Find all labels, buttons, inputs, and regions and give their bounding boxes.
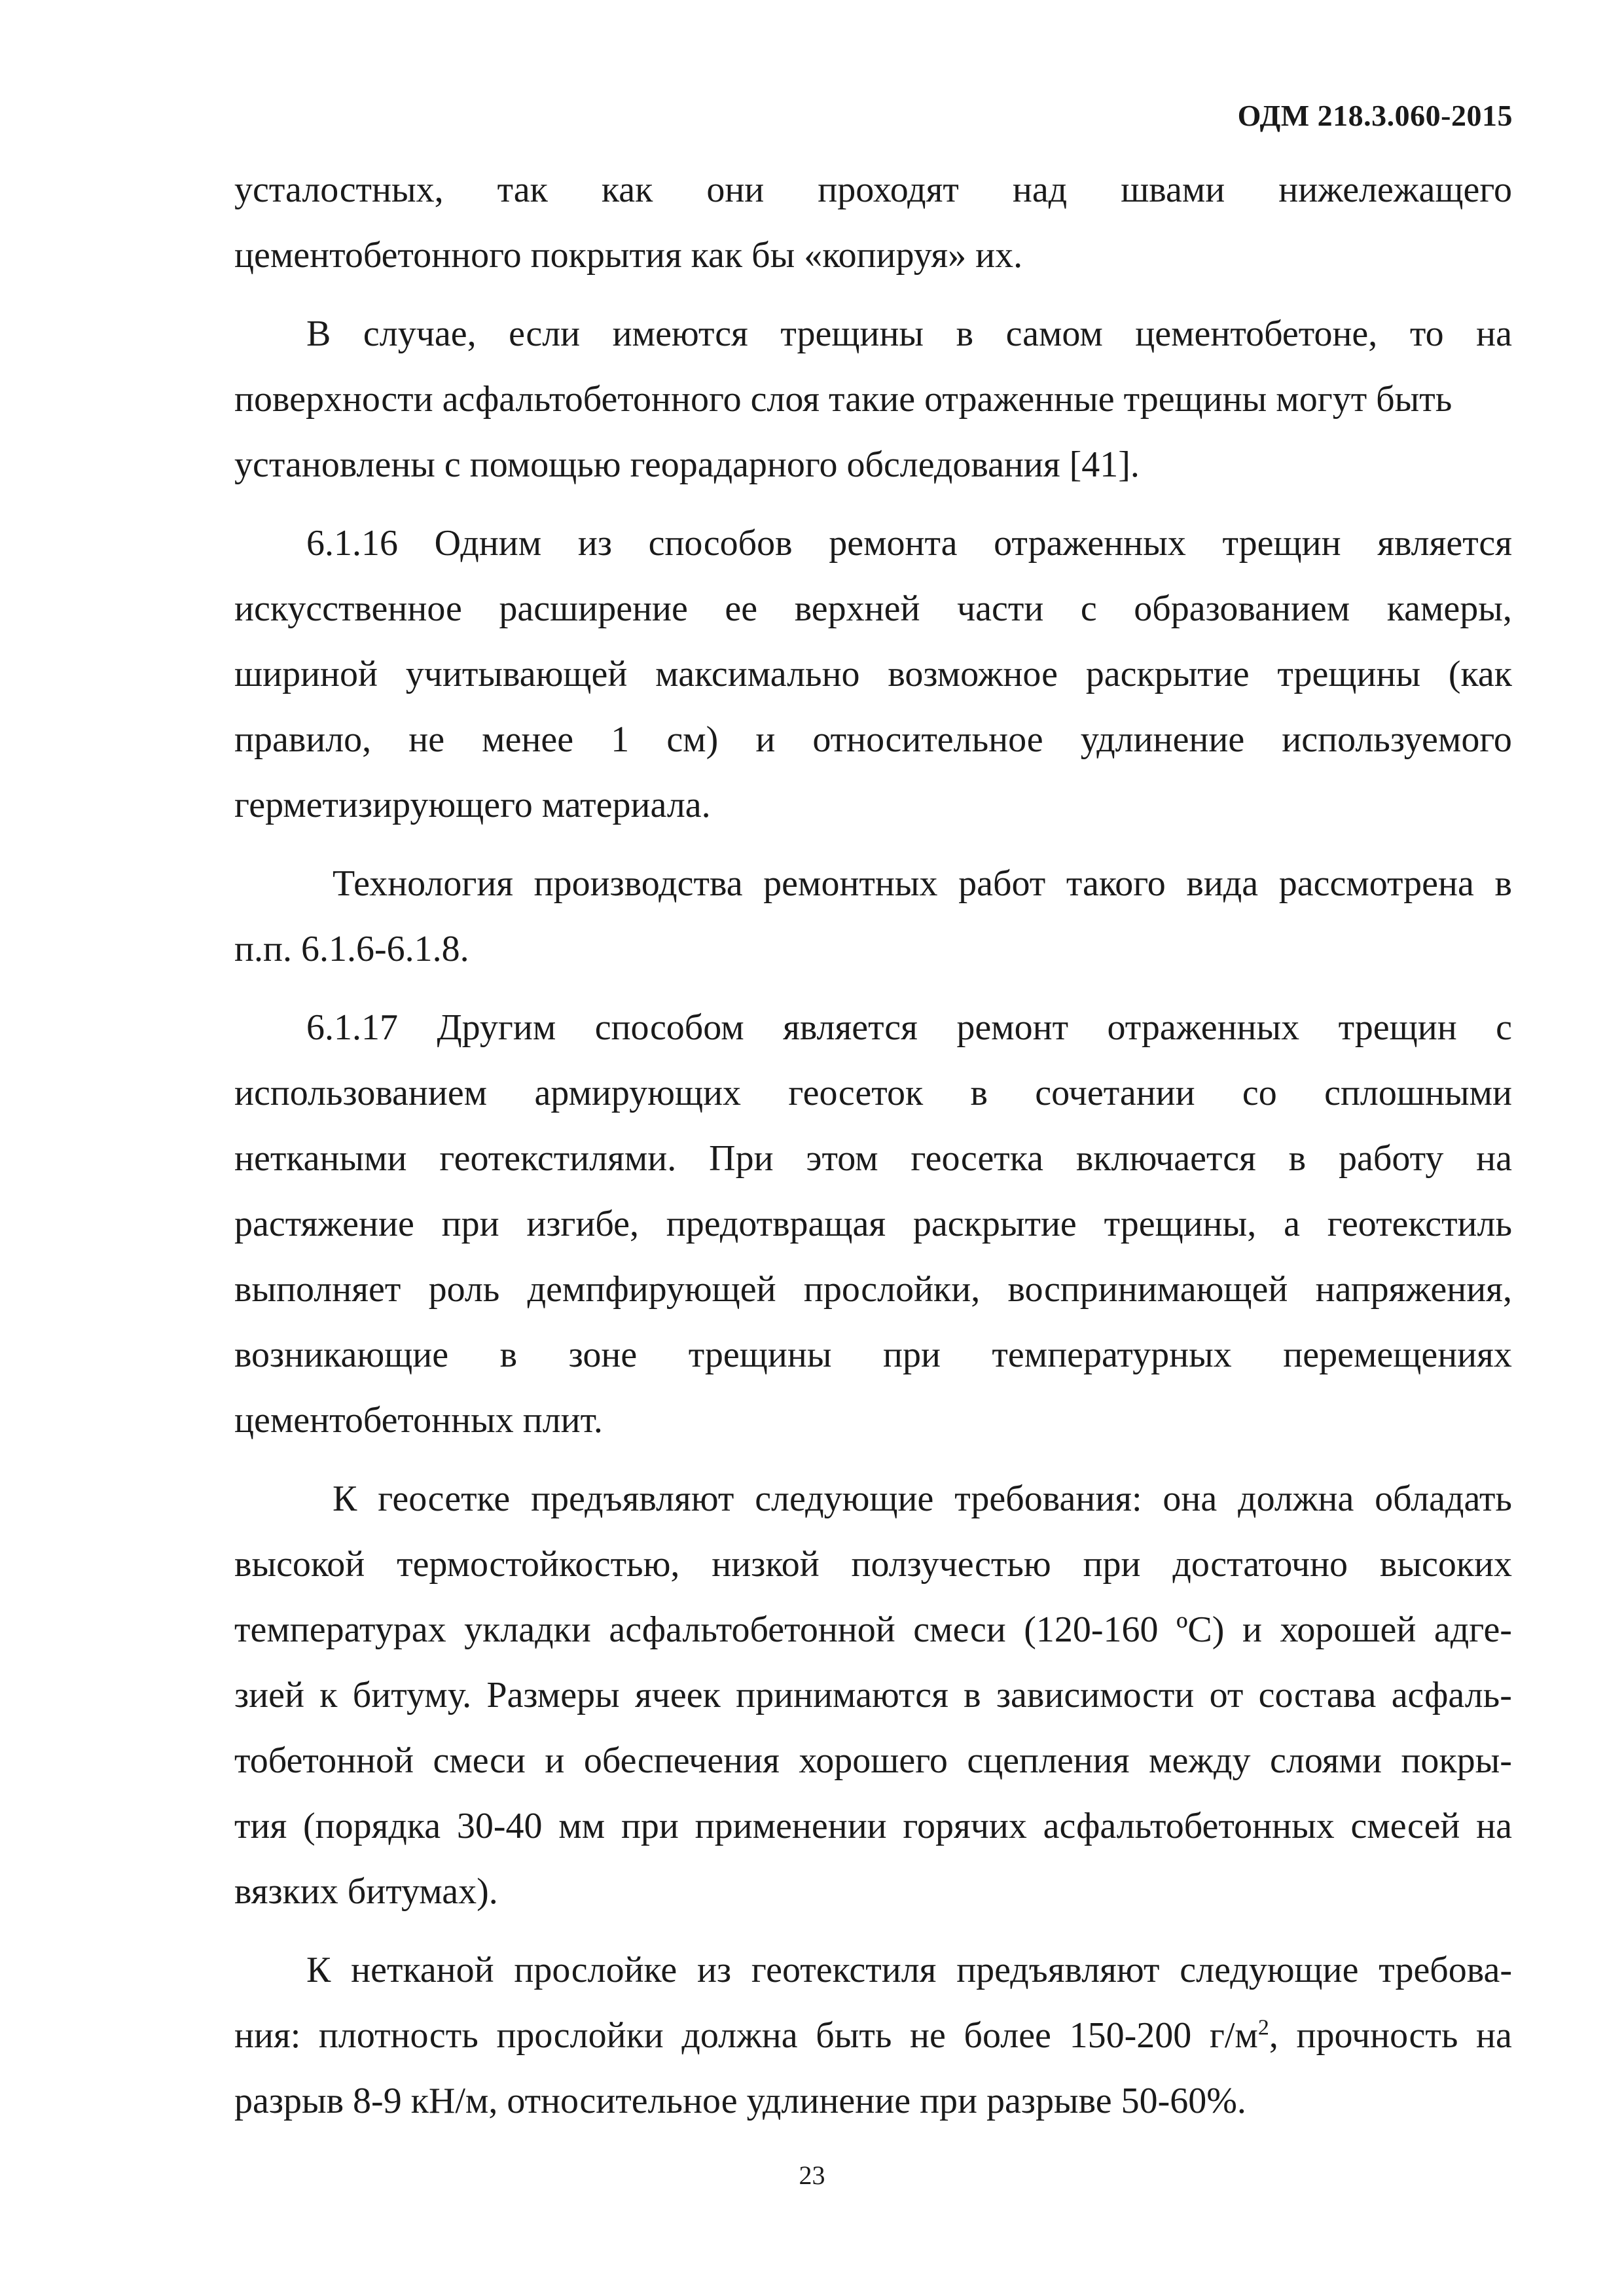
text-line: высокой термостойкостью, низкой ползучестью при достаточно высоких — [234, 1544, 1512, 1585]
document-code-header: ОДМ 218.3.060-2015 — [1237, 99, 1513, 132]
text-line: искусственное расширение ее верхней части с образованием камеры, — [234, 588, 1512, 629]
document-body — [234, 157, 1512, 2134]
text-line: температурах укладки асфальтобетонной смеси (120-160 ºС) и хорошей адге- — [234, 1609, 1512, 1650]
text-line: растяжение при изгибе, предотвращая раскрытие трещины, а геотекстиль — [234, 1204, 1512, 1244]
text-line: цементобетонного покрытия как бы «копируя» их. — [234, 235, 1023, 276]
text-line: усталостных, так как они проходят над швами нижележащего — [234, 170, 1512, 210]
text-line: выполняет роль демпфирующей прослойки, воспринимающей напряжения, — [234, 1269, 1512, 1310]
text-line: установлены с помощью георадарного обследования [41]. — [234, 444, 1140, 485]
text-line: п.п. 6.1.6-6.1.8. — [234, 929, 469, 969]
text-line: вязких битумах). — [234, 1871, 498, 1912]
page-number: 23 — [799, 2161, 825, 2190]
text-line: герметизирующего материала. — [234, 785, 711, 825]
text-line: зией к битуму. Размеры ячеек принимаются в зависимости от состава асфаль- — [234, 1675, 1512, 1715]
text-line: ния: плотность прослойки должна быть не более 150-200 $г/м^2$, прочность на — [234, 2015, 1512, 2056]
text-line: шириной учитывающей максимально возможное раскрытие трещины (как — [234, 654, 1512, 694]
text-line: Технология производства ремонтных работ такого вида рассмотрена в — [333, 863, 1512, 904]
text-line: К нетканой прослойке из геотекстиля предъявляют следующие требова- — [306, 1950, 1512, 1990]
text-line: тобетонной смеси и обеспечения хорошего сцепления между слоями покры- — [234, 1740, 1512, 1781]
text-line: цементобетонных плит. — [234, 1400, 603, 1441]
text-line: правило, не менее 1 см) и относительное удлинение используемого — [234, 719, 1512, 760]
text-line: 6.1.17 Другим способом является ремонт отраженных трещин с — [306, 1007, 1512, 1048]
text-line: возникающие в зоне трещины при температурных перемещениях — [234, 1335, 1512, 1375]
text-line: разрыв 8-9 кН/м, относительное удлинение при разрыве 50-60%. — [234, 2081, 1246, 2121]
text-line: 6.1.16 Одним из способов ремонта отраженных трещин является — [306, 523, 1512, 564]
text-line: поверхности асфальтобетонного слоя такие отраженные трещины могут быть — [234, 379, 1453, 420]
text-line: неткаными геотекстилями. При этом геосетка включается в работу на — [234, 1138, 1512, 1179]
text-line: В случае, если имеются трещины в самом цементобетоне, то на — [306, 314, 1512, 354]
text-line: тия (порядка 30-40 мм при применении горячих асфальтобетонных смесей на — [234, 1806, 1512, 1846]
text-line: К геосетке предъявляют следующие требования: она должна обладать — [333, 1479, 1512, 1519]
text-line: использованием армирующих геосеток в сочетании со сплошными — [234, 1073, 1512, 1113]
